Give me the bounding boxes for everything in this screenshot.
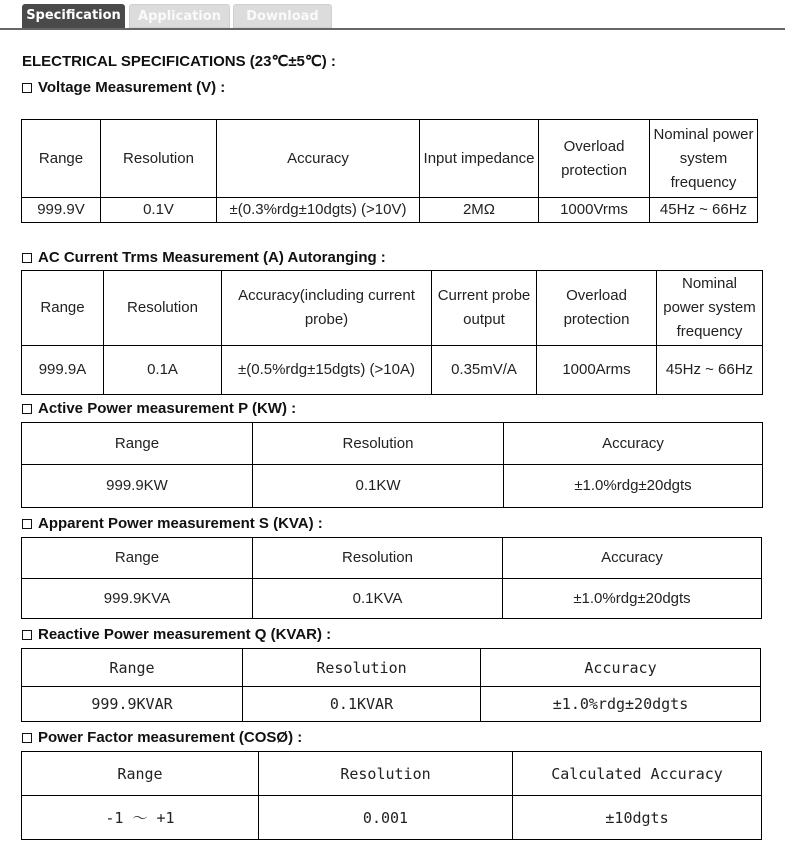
table-cell: 1000Vrms — [539, 198, 650, 223]
header-cell: Range — [22, 423, 253, 465]
apparent-power-table — [21, 537, 762, 619]
checkbox-bullet-icon — [22, 83, 32, 93]
table-row — [22, 579, 762, 619]
checkbox-bullet-icon — [22, 630, 32, 640]
table-header-row — [22, 752, 762, 796]
section-reactive-power-heading — [22, 626, 331, 643]
header-cell: Accuracy(including current probe) — [222, 271, 432, 346]
checkbox-bullet-icon — [22, 404, 32, 414]
header-cell: Accuracy — [217, 120, 420, 198]
header-cell: Overload protection — [539, 120, 650, 198]
table-cell: ±10dgts — [513, 796, 762, 840]
header-cell: Current probe output — [432, 271, 537, 346]
header-cell: Resolution — [259, 752, 513, 796]
header-cell: Range — [22, 649, 243, 687]
section-label: Apparent Power measurement S (KVA) : — [38, 515, 323, 532]
table-row — [22, 465, 763, 508]
section-ac-current-heading — [22, 249, 386, 266]
table-cell: ±(0.3%rdg±10dgts) (>10V) — [217, 198, 420, 223]
table-cell: 999.9KVA — [22, 579, 253, 619]
table-cell: -1 ～ +1 — [22, 796, 259, 840]
active-power-table — [21, 422, 763, 508]
ac-current-table — [21, 270, 763, 395]
table-cell: 0.001 — [259, 796, 513, 840]
power-factor-table — [21, 751, 762, 840]
table-header-row — [22, 271, 763, 346]
table-cell: ±1.0%rdg±20dgts — [481, 687, 761, 722]
table-row — [22, 687, 761, 722]
header-cell: Range — [22, 752, 259, 796]
table-cell: ±1.0%rdg±20dgts — [503, 579, 762, 619]
table-cell: ±(0.5%rdg±15dgts) (>10A) — [222, 346, 432, 395]
tab-bar — [0, 0, 785, 29]
checkbox-bullet-icon — [22, 253, 32, 263]
reactive-power-table — [21, 648, 761, 722]
header-cell: Resolution — [253, 538, 503, 579]
section-apparent-power-heading — [22, 515, 323, 532]
table-header-row — [22, 538, 762, 579]
table-cell: 999.9A — [22, 346, 104, 395]
header-cell: Range — [22, 271, 104, 346]
section-label: AC Current Trms Measurement (A) Autoranging : — [38, 249, 386, 266]
table-row — [22, 198, 758, 223]
header-cell: Resolution — [243, 649, 481, 687]
header-cell: Overload protection — [537, 271, 657, 346]
table-cell: 2MΩ — [420, 198, 539, 223]
section-label: Voltage Measurement (V) : — [38, 79, 226, 96]
table-cell: 999.9V — [22, 198, 101, 223]
table-cell: 0.1V — [101, 198, 217, 223]
table-cell: 0.1KW — [253, 465, 504, 508]
header-cell: Input impedance — [420, 120, 539, 198]
header-cell: Nominal power system frequency — [657, 271, 763, 346]
section-label: Power Factor measurement (COSØ) : — [38, 729, 303, 746]
tab-underline — [0, 28, 785, 30]
header-cell: Nominal power system frequency — [650, 120, 758, 198]
table-cell: 999.9KVAR — [22, 687, 243, 722]
section-label: Active Power measurement P (KW) : — [38, 400, 297, 417]
header-cell: Accuracy — [503, 538, 762, 579]
table-cell: 0.1KVAR — [243, 687, 481, 722]
table-row — [22, 346, 763, 395]
table-cell: 45Hz ~ 66Hz — [657, 346, 763, 395]
table-cell: 0.1A — [104, 346, 222, 395]
section-voltage-heading — [22, 79, 225, 96]
header-cell: Range — [22, 120, 101, 198]
header-cell: Range — [22, 538, 253, 579]
section-power-factor-heading — [22, 729, 302, 746]
tab-download[interactable]: Download — [233, 4, 332, 28]
table-cell: ±1.0%rdg±20dgts — [504, 465, 763, 508]
voltage-table — [21, 119, 758, 223]
table-cell: 999.9KW — [22, 465, 253, 508]
checkbox-bullet-icon — [22, 519, 32, 529]
header-cell: Resolution — [253, 423, 504, 465]
header-cell: Resolution — [104, 271, 222, 346]
table-cell: 45Hz ~ 66Hz — [650, 198, 758, 223]
table-header-row — [22, 423, 763, 465]
table-header-row — [22, 649, 761, 687]
checkbox-bullet-icon — [22, 733, 32, 743]
tab-application[interactable]: Application — [129, 4, 230, 28]
section-active-power-heading — [22, 400, 296, 417]
header-cell: Calculated Accuracy — [513, 752, 762, 796]
table-cell: 0.1KVA — [253, 579, 503, 619]
tab-specification[interactable]: Specification — [22, 4, 125, 28]
header-cell: Accuracy — [504, 423, 763, 465]
header-cell: Accuracy — [481, 649, 761, 687]
table-cell: 0.35mV/A — [432, 346, 537, 395]
section-label: Reactive Power measurement Q (KVAR) : — [38, 626, 332, 643]
table-header-row — [22, 120, 758, 198]
table-cell: 1000Arms — [537, 346, 657, 395]
header-cell: Resolution — [101, 120, 217, 198]
table-row — [22, 796, 762, 840]
page-title: ELECTRICAL SPECIFICATIONS (23℃±5℃) : — [22, 53, 336, 70]
